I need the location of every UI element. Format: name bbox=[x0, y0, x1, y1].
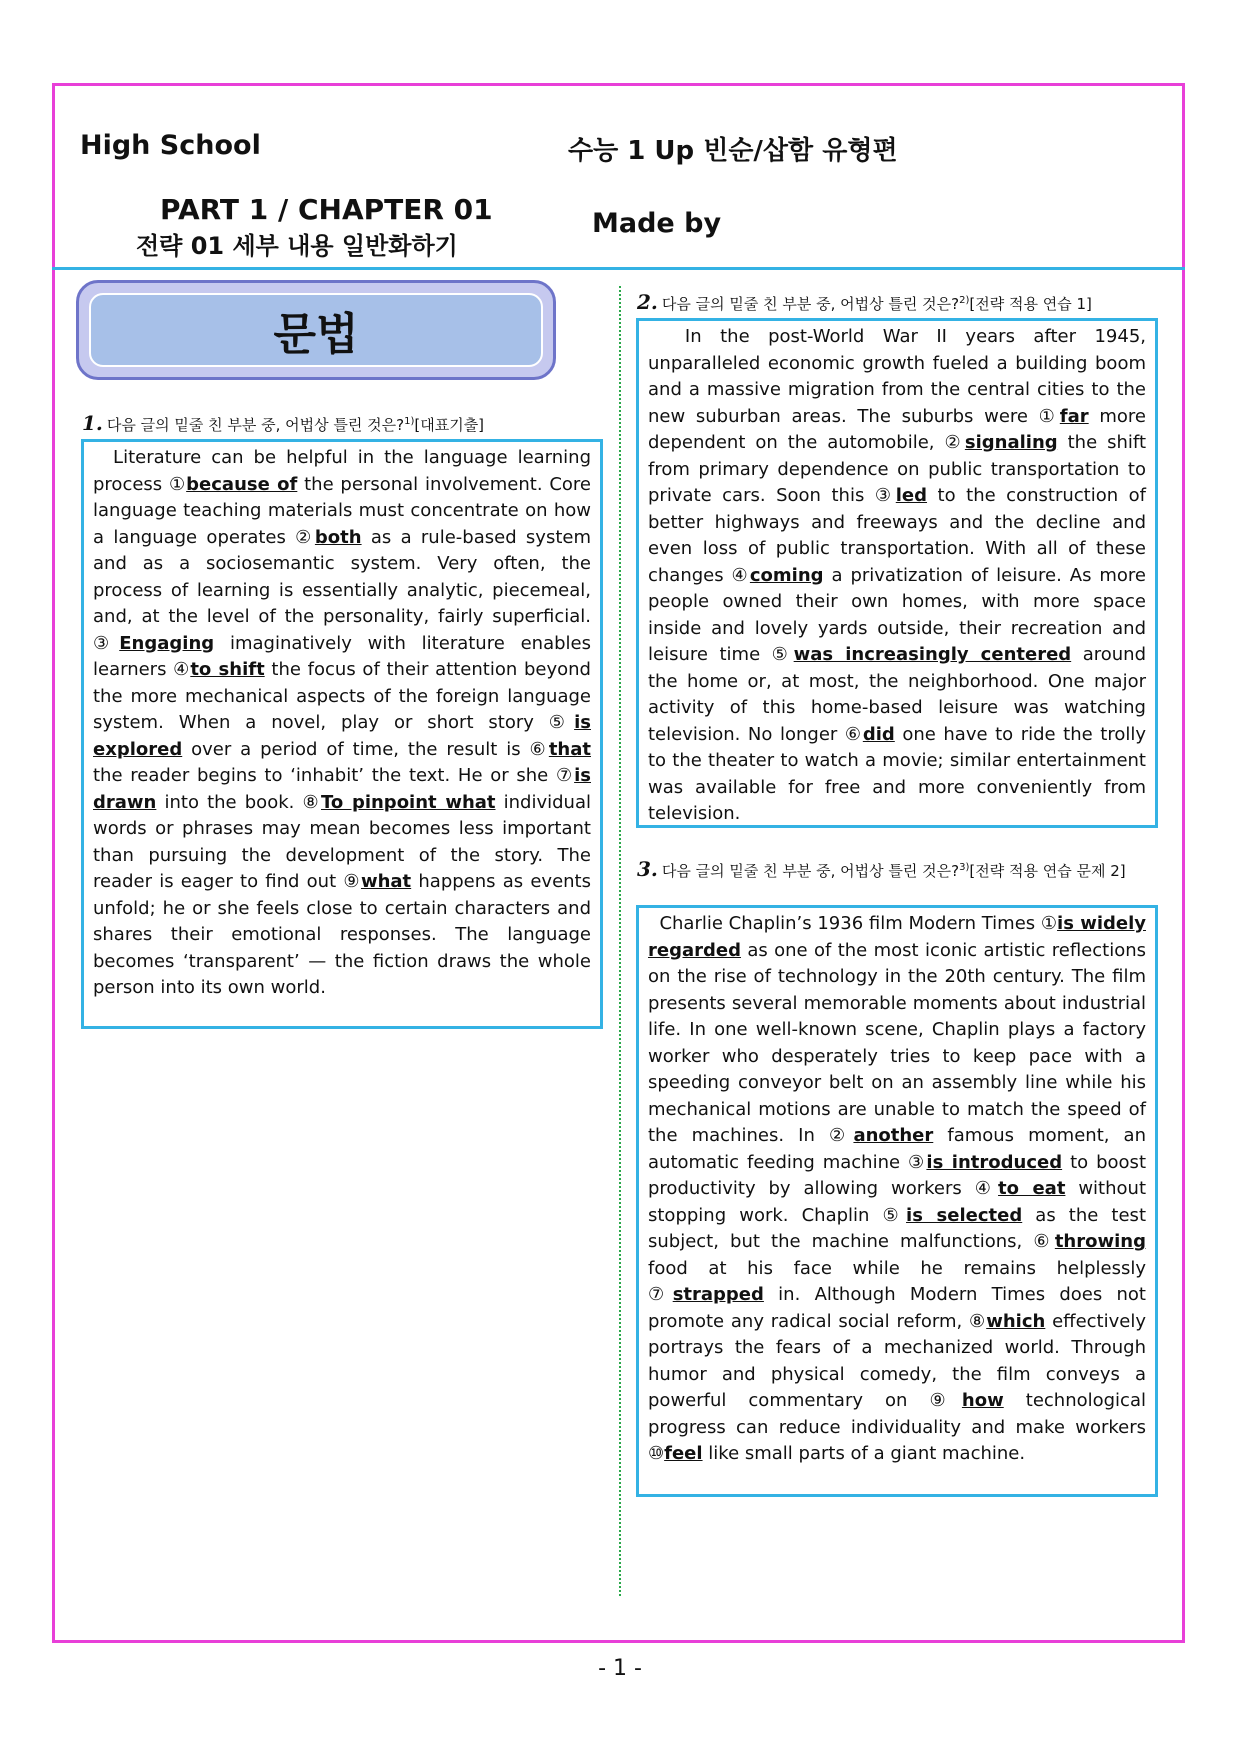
passage-text: in. Although Modern Times does not promote any radical social reform, ⑧ bbox=[648, 1284, 1146, 1332]
school-label: High School bbox=[80, 130, 261, 161]
answer-choice: is drawn bbox=[93, 765, 591, 813]
passage-text: In the post-World War II years after 1945, unparalleled economic growth fueled a building boom and a massive migration from the central cities to the new suburban areas. The suburbs were ① bbox=[648, 326, 1146, 427]
page-number: - 1 - bbox=[598, 1656, 642, 1681]
answer-choice: was increasingly centered bbox=[793, 644, 1072, 665]
question-1-passage bbox=[81, 439, 603, 1029]
answer-choice: coming bbox=[749, 564, 824, 586]
question-3-passage bbox=[636, 905, 1158, 1497]
answer-choice: far bbox=[1059, 405, 1089, 427]
passage-text: to boost productivity by allowing workers ④ bbox=[648, 1151, 1146, 1199]
passage-text: more dependent on the automobile, ② bbox=[648, 405, 1146, 453]
passage-text: without stopping work. Chaplin ⑤ bbox=[648, 1178, 1147, 1226]
question-tag: [전략 적용 연습 문제 2] bbox=[969, 862, 1126, 880]
passage-text: Charlie Chaplin’s 1936 film Modern Times ① bbox=[648, 913, 1058, 934]
part-chapter: PART 1 / CHAPTER 01 bbox=[160, 193, 493, 226]
question-number: 2. bbox=[637, 290, 658, 314]
question-prompt: 다음 글의 밑줄 친 부분 중, 어법상 틀린 것은? bbox=[106, 416, 405, 434]
passage-text: the shift from primary dependence on public transportation to private cars. Soon this ③ bbox=[648, 432, 1146, 506]
question-2-passage bbox=[636, 318, 1158, 828]
answer-choice: did bbox=[862, 723, 895, 745]
answer-choice: is explored bbox=[93, 712, 591, 760]
passage-text: Literature can be helpful in the language learning process ① bbox=[93, 447, 591, 495]
passage-text: around the home or, at most, the neighborhood. One major activity of this home-based leisure was watching television. No longer ⑥ bbox=[648, 644, 1147, 745]
passage-text: famous moment, an automatic feeding machine ③ bbox=[648, 1125, 1146, 1173]
column-divider bbox=[619, 286, 621, 1596]
question-tag: [전략 적용 연습 1] bbox=[969, 295, 1092, 313]
passage-text: individual words or phrases may mean becomes less important than pursuing the development of the story. The reader is eager to find out ⑨ bbox=[93, 791, 591, 892]
question-number: 1. bbox=[82, 411, 103, 435]
passage-text: as one of the most iconic artistic reflections on the rise of technology in the 20th century. The film presents several memorable moments about industrial life. In one well-known scene, Chaplin plays a factory worker who desperately tries to keep pace with a speeding conveyor belt on an assembly line while his mechanical motions are unable to match the speed of the machines. In ② bbox=[648, 939, 1146, 1146]
question-tag: [대표기출] bbox=[414, 416, 485, 434]
answer-choice: signaling bbox=[964, 432, 1058, 453]
passage-text: effectively portrays the fears of a mechanized world. Through humor and physical comedy, the film conveys a powerful commentary on ⑨ bbox=[648, 1310, 1146, 1411]
passage-text: imaginatively with literature enables learners ④ bbox=[93, 632, 592, 680]
answer-choice: is widely regarded bbox=[648, 913, 1146, 961]
answer-choice: to shift bbox=[190, 659, 265, 680]
strategy-title: 전략 01 세부 내용 일반화하기 bbox=[136, 232, 458, 260]
book-title: 수능 1 Up 빈순/삽함 유형편 bbox=[568, 136, 898, 166]
answer-choice: strapped bbox=[672, 1284, 764, 1305]
passage-text: like small parts of a giant machine. bbox=[702, 1443, 1026, 1464]
answer-choice: how bbox=[961, 1390, 1004, 1411]
answer-choice: is selected bbox=[906, 1204, 1023, 1226]
answer-choice: Engaging bbox=[119, 632, 215, 654]
section-banner bbox=[76, 280, 556, 380]
passage-text: into the book. ⑧ bbox=[156, 791, 322, 813]
passage-text: to the construction of better highways and freeways and the decline and even loss of public transportation. With all of these changes ④ bbox=[648, 485, 1146, 586]
passage-text: happens as events unfold; he or she feels close to certain characters and shares their emotional responses. The language becomes ‘transparent’ — the fiction draws the whole person into its own world. bbox=[93, 871, 591, 998]
passage-text: the reader begins to ‘inhabit’ the text. He or she ⑦ bbox=[93, 765, 575, 786]
answer-choice: that bbox=[548, 738, 591, 760]
answer-choice: To pinpoint what bbox=[321, 791, 496, 813]
passage-text: technological progress can reduce individuality and make workers ⑩ bbox=[648, 1390, 1146, 1464]
footnote-mark: 1) bbox=[404, 416, 415, 427]
answer-choice: feel bbox=[664, 1443, 703, 1464]
answer-choice: throwing bbox=[1054, 1231, 1146, 1252]
header-divider bbox=[52, 267, 1185, 270]
passage-text: one have to ride the trolly to the theater to watch a movie; similar entertainment was available for free and more conveniently from television. bbox=[648, 723, 1147, 824]
answer-choice: is introduced bbox=[926, 1151, 1063, 1173]
question-prompt: 다음 글의 밑줄 친 부분 중, 어법상 틀린 것은? bbox=[661, 295, 960, 313]
answer-choice: another bbox=[853, 1125, 934, 1146]
answer-choice: both bbox=[314, 526, 362, 548]
question-2-header bbox=[637, 291, 1157, 314]
answer-choice: what bbox=[360, 871, 412, 892]
passage-text: the focus of their attention beyond the more mechanical aspects of the foreign language system. When a novel, play or short story ⑤ bbox=[93, 659, 591, 733]
passage-text: over a period of time, the result is ⑥ bbox=[182, 738, 549, 760]
answer-choice: because of bbox=[186, 473, 298, 495]
answer-choice: which bbox=[986, 1310, 1046, 1332]
passage-text: as a rule-based system and as a sociosemantic system. Very often, the process of learning is essentially analytic, piecemeal, and, at the level of the personality, fairly superficial. ③ bbox=[93, 526, 591, 654]
banner-title: 문법 bbox=[89, 293, 543, 367]
question-3-header bbox=[637, 858, 1162, 881]
question-1-header bbox=[82, 412, 602, 435]
question-number: 3. bbox=[637, 857, 658, 881]
footnote-mark: 3) bbox=[959, 862, 970, 873]
answer-choice: to eat bbox=[998, 1178, 1066, 1199]
passage-text: a privatization of leisure. As more people owned their own homes, with more space inside and lovely yards outside, their recreation and leisure time ⑤ bbox=[648, 564, 1146, 665]
question-prompt: 다음 글의 밑줄 친 부분 중, 어법상 틀린 것은? bbox=[661, 862, 960, 880]
answer-choice: led bbox=[895, 485, 928, 506]
passage-text: as the test subject, but the machine malfunctions, ⑥ bbox=[648, 1204, 1146, 1252]
passage-text: food at his face while he remains helplessly ⑦ bbox=[648, 1257, 1146, 1305]
made-by-label: Made by bbox=[592, 208, 722, 239]
footnote-mark: 2) bbox=[959, 295, 970, 306]
passage-text: the personal involvement. Core language teaching materials must concentrate on how a language operates ② bbox=[93, 473, 591, 548]
